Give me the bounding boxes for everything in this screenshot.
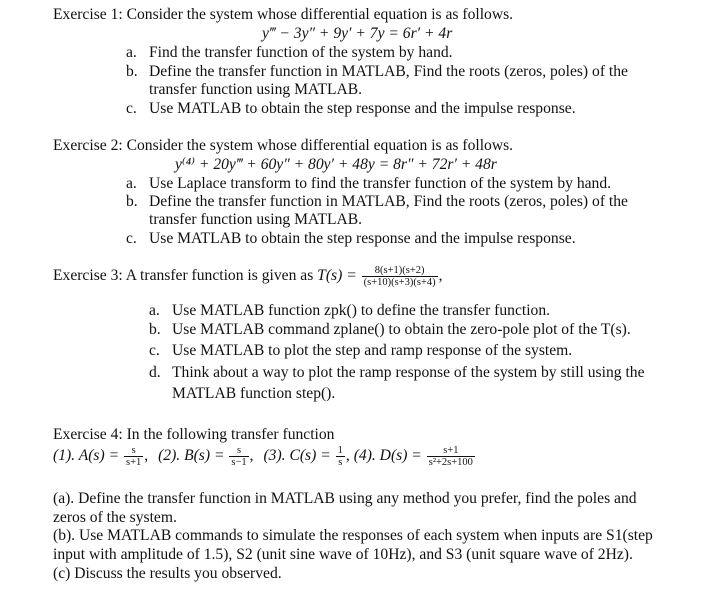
ex4-func-a-post: ,	[144, 447, 149, 464]
ex4-para-line-2: zeros of the system.	[53, 509, 177, 526]
ex4-func-b-lhs: (2). B(s) =	[158, 447, 225, 464]
ex2-item-c-text: Use MATLAB to obtain the step response and the impulse response.	[149, 230, 576, 247]
ex4-func-a	[53, 444, 152, 468]
ex2-item-b-label: b.	[126, 193, 138, 210]
ex4-func-d-den: s²+2s+100	[428, 456, 473, 468]
ex4-func-d-fraction	[427, 445, 475, 468]
ex4-para-line-5: (c) Discuss the results you observed.	[53, 565, 282, 582]
ex4-func-b-post: ,	[249, 447, 254, 464]
ex4-func-c-num: 1	[337, 444, 343, 456]
ex3-item-d-label: d.	[149, 364, 161, 381]
ex3-tf-numerator: 8(s+1)(s+2)	[374, 264, 425, 276]
ex2-equation: y⁽⁴⁾ + 20y‴ + 60y″ + 80y′ + 48y = 8r″ + 72r′ + 48r	[175, 156, 497, 173]
ex2-item-a-text: Use Laplace transform to find the transfer function of the system by hand.	[149, 175, 612, 192]
ex1-intro: Exercise 1: Consider the system whose differential equation is as follows.	[53, 6, 514, 23]
ex4-para-line-4: input with amplitude of 1.5), S2 (unit sine wave of 10Hz), and S3 (unit square wave of 2Hz).	[53, 546, 633, 563]
ex1-item-a-text: Find the transfer function of the system by hand.	[149, 44, 453, 61]
ex3-intro: Exercise 3: A transfer function is given as	[53, 267, 314, 284]
ex4-para-line-1: (a). Define the transfer function in MATLAB using any method you prefer, find the poles and	[53, 490, 637, 507]
ex1-item-b-text: Define the transfer function in MATLAB, Find the roots (zeros, poles) of the	[149, 63, 628, 80]
ex2-item-b-text: Define the transfer function in MATLAB, Find the roots (zeros, poles) of the	[149, 193, 628, 210]
ex3-item-a-text: Use MATLAB function zpk() to define the transfer function.	[172, 302, 551, 319]
ex4-func-c-den: s	[336, 456, 345, 468]
ex2-item-c-label: c.	[126, 230, 137, 247]
ex3-item-b-text: Use MATLAB command zplane() to obtain the zero-pole plot of the T(s).	[172, 321, 631, 338]
ex4-func-b-fraction	[229, 445, 248, 468]
ex3-tf-tail: ,	[438, 267, 443, 284]
ex3-item-b-label: b.	[149, 321, 161, 338]
ex1-item-a-label: a.	[126, 44, 137, 61]
ex2-item-b-cont: transfer function using MATLAB.	[149, 211, 363, 228]
ex3-tf-lhs: T(s) =	[317, 267, 357, 284]
ex4-func-d	[353, 444, 476, 468]
ex1-item-b-cont: transfer function using MATLAB.	[149, 81, 363, 98]
ex3-item-d-cont: MATLAB function step().	[172, 385, 336, 402]
ex4-func-a-lhs: (1). A(s) =	[53, 447, 120, 464]
ex4-functions-line	[53, 444, 476, 468]
ex3-item-c-text: Use MATLAB to plot the step and ramp response of the system.	[172, 342, 573, 359]
ex3-intro-line	[53, 264, 443, 288]
ex1-item-b-label: b.	[126, 63, 138, 80]
ex4-func-c-post: ,	[345, 447, 350, 464]
ex4-intro: Exercise 4: In the following transfer function	[53, 426, 335, 443]
ex4-func-c	[263, 444, 353, 468]
ex1-item-c-text: Use MATLAB to obtain the step response and the impulse response.	[149, 100, 576, 117]
ex3-item-a-label: a.	[149, 302, 160, 319]
ex3-item-d-text: Think about a way to plot the ramp response of the system by still using the	[172, 364, 645, 381]
ex4-func-b-num: s	[236, 444, 242, 456]
ex4-para-line-3: (b). Use MATLAB commands to simulate the responses of each system when inputs are S1(step	[53, 527, 653, 544]
ex4-func-c-lhs: (3). C(s) =	[263, 447, 331, 464]
ex4-func-d-lhs: (4). D(s) =	[353, 447, 422, 464]
ex4-func-b-den: s−1	[231, 456, 247, 468]
ex4-func-b	[158, 444, 257, 468]
ex1-item-c-label: c.	[126, 100, 137, 117]
ex4-func-d-num: s+1	[443, 444, 459, 456]
ex4-func-a-num: s	[131, 444, 136, 456]
ex1-equation: y‴ − 3y″ + 9y′ + 7y = 6r′ + 4r	[262, 25, 453, 42]
ex4-func-a-fraction	[124, 445, 143, 468]
ex2-intro: Exercise 2: Consider the system whose differential equation is as follows.	[53, 137, 514, 154]
ex3-tf-fraction	[362, 265, 438, 288]
ex4-func-a-den: s+1	[126, 456, 142, 468]
ex3-tf-denominator: (s+10)(s+3)(s+4)	[363, 276, 436, 288]
ex3-item-c-label: c.	[149, 342, 160, 359]
ex4-func-c-fraction	[336, 445, 345, 468]
ex2-item-a-label: a.	[126, 175, 137, 192]
